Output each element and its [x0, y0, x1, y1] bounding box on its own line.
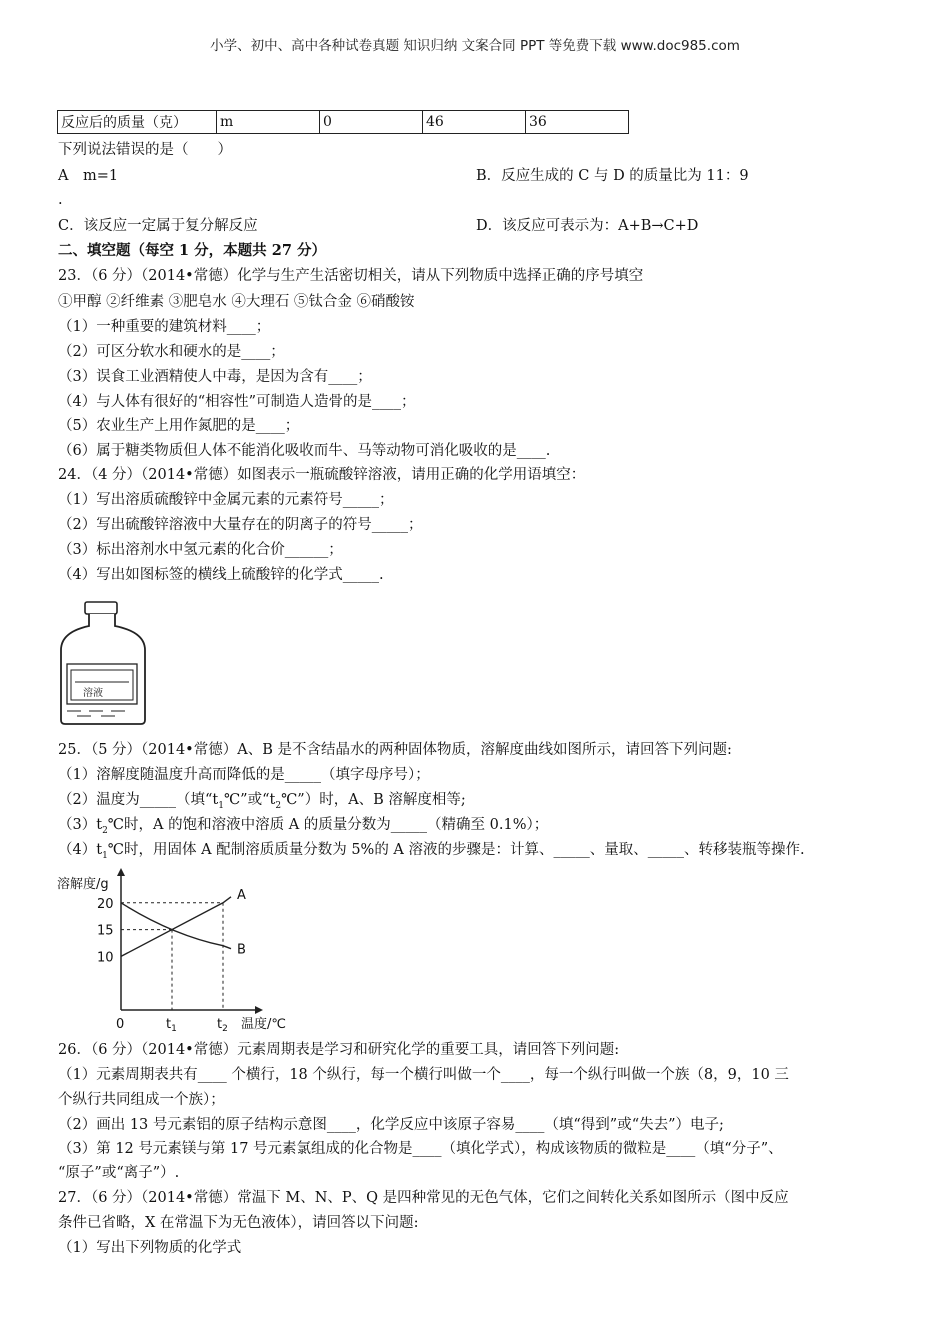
- q25-item3-part: （3）t: [58, 817, 103, 833]
- bottle-label-text: 溶液: [83, 688, 103, 699]
- q25-item2: [58, 790, 466, 816]
- x-tick-label: $t_2$: [217, 1017, 228, 1033]
- q26-item1-line2: 个纵行共同组成一个族）；: [58, 1092, 225, 1108]
- q25-item2-part: ℃”或“t: [223, 792, 276, 808]
- y-axis-label: 溶解度/g: [57, 877, 109, 892]
- x-tick-subscript: 1: [171, 1024, 177, 1033]
- q25-item3-part: ℃时，A 的饱和溶液中溶质 A 的质量分数为_____（精确至 0.1%）；: [107, 817, 549, 833]
- y-tick-label: 15: [97, 923, 114, 939]
- q23-item: （6）属于糖类物质但人体不能消化吸收而牛、马等动物可消化吸收的是____.: [58, 443, 551, 459]
- table-row: [58, 111, 629, 134]
- section-title: 二、填空题（每空 1 分，本题共 27 分）: [58, 242, 326, 259]
- q22-option-b: B．反应生成的 C 与 D 的质量比为 11：9: [476, 168, 749, 184]
- q23-item: （3）误食工业酒精使人中毒，是因为含有____；: [58, 369, 372, 385]
- q27-stem-line1: 27．（6 分）（2014•常德）常温下 M、N、P、Q 是四种常见的无色气体，它们之间转化关系如图所示（图中反应: [58, 1190, 789, 1206]
- y-axis-arrow: [117, 868, 125, 876]
- q24-item: （4）写出如图标签的横线上硫酸锌的化学式_____.: [58, 567, 384, 583]
- y-tick-label: 10: [97, 950, 114, 966]
- q25-item1: （1）溶解度随温度升高而降低的是_____（填字母序号）；: [58, 767, 430, 783]
- q26-item3-line2: “原子”或“离子”）.: [58, 1165, 180, 1181]
- q23-item: （2）可区分软水和硬水的是____；: [58, 344, 285, 360]
- subscript: 2: [275, 800, 282, 811]
- q27-stem-line2: 条件已省略，X 在常温下为无色液体），请回答以下问题:: [58, 1215, 419, 1231]
- q25-item2-part: （2）温度为_____（填“t: [58, 792, 219, 808]
- bottle-figure: [55, 598, 155, 728]
- q22-stem: 下列说法错误的是（ ）: [58, 142, 232, 158]
- q24-item: （2）写出硫酸锌溶液中大量存在的阴离子的符号_____；: [58, 517, 423, 533]
- x-tick-subscript: 2: [222, 1024, 228, 1033]
- q25-item2-part: ℃”）时，A、B 溶解度相等;: [281, 792, 466, 808]
- q23-options: ①甲醇 ②纤维素 ③肥皂水 ④大理石 ⑤钛合金 ⑥硝酸铵: [58, 294, 415, 310]
- table-cell: 46: [423, 111, 526, 134]
- table-cell: 0: [320, 111, 423, 134]
- series-a-label: A: [237, 887, 246, 903]
- series-b-curve: [121, 903, 223, 946]
- table-cell: 36: [526, 111, 629, 134]
- series-b-extension: [223, 946, 231, 949]
- subscript: 1: [218, 800, 224, 811]
- solubility-chart: [55, 868, 305, 1033]
- table-cell: 反应后的质量（克）: [58, 111, 217, 134]
- subscript: 1: [102, 850, 108, 861]
- q23-item: （1）一种重要的建筑材料____；: [58, 319, 271, 335]
- q22-option-a-dot: .: [58, 192, 63, 208]
- q22-option-d: D．该反应可表示为：A+B→C+D: [476, 218, 699, 234]
- q24-item: （1）写出溶质硫酸锌中金属元素的元素符号_____；: [58, 492, 394, 508]
- q24-item: （3）标出溶剂水中氢元素的化合价______；: [58, 542, 343, 558]
- q22-option-a: A m=1: [58, 168, 119, 184]
- q25-item4: [58, 840, 805, 866]
- x-axis-arrow: [255, 1006, 263, 1014]
- q26-item1-line1: （1）元素周期表共有____ 个横行，18 个纵行，每一个横行叫做一个____，每一个纵行叫做一个族（8，9，10 三: [58, 1067, 789, 1083]
- mass-table: [57, 110, 629, 134]
- q23-stem: 23．（6 分）（2014•常德）化学与生产生活密切相关，请从下列物质中选择正确的序号填空: [58, 268, 644, 284]
- q23-item: （5）农业生产上用作氮肥的是____；: [58, 418, 300, 434]
- subscript: 2: [102, 825, 108, 836]
- q26-item2: （2）画出 13 号元素铝的原子结构示意图____，化学反应中该原子容易____（填“得到”或“失去”）电子;: [58, 1117, 724, 1133]
- q26-stem: 26．（6 分）（2014•常德）元素周期表是学习和研究化学的重要工具，请回答下列问题:: [58, 1042, 620, 1058]
- x-axis-label: 温度/℃: [241, 1017, 286, 1032]
- q23-item: （4）与人体有很好的“相容性”可制造人造骨的是____；: [58, 394, 416, 410]
- series-a-extension: [223, 897, 231, 903]
- q25-stem: 25．（5 分）（2014•常德）A、B 是不含结晶水的两种固体物质，溶解度曲线如图所示，请回答下列问题:: [58, 742, 732, 758]
- q25-item4-part: （4）t: [58, 842, 103, 858]
- q26-item3-line1: （3）第 12 号元素镁与第 17 号元素氯组成的化合物是____（填化学式），构成该物质的微粒是____（填“分子”、: [58, 1141, 783, 1157]
- q27-item1: （1）写出下列物质的化学式: [58, 1240, 242, 1256]
- q25-item4-part: ℃时，用固体 A 配制溶质质量分数为 5%的 A 溶液的步骤是：计算、_____、量取、_____、转移装瓶等操作.: [107, 842, 805, 858]
- y-tick-label: 20: [97, 896, 114, 912]
- x-tick-label: 0: [116, 1017, 125, 1032]
- q24-stem: 24．（4 分）（2014•常德）如图表示一瓶硫酸锌溶液，请用正确的化学用语填空：: [58, 467, 586, 483]
- q25-item3: [58, 815, 548, 841]
- table-cell: m: [217, 111, 320, 134]
- page-header: 小学、初中、高中各种试卷真题 知识归纳 文案合同 PPT 等免费下载 www.doc985.com: [210, 38, 740, 54]
- series-b-label: B: [237, 942, 246, 958]
- x-tick-label: $t_1$: [166, 1017, 177, 1033]
- q22-option-c: C．该反应一定属于复分解反应: [58, 218, 258, 234]
